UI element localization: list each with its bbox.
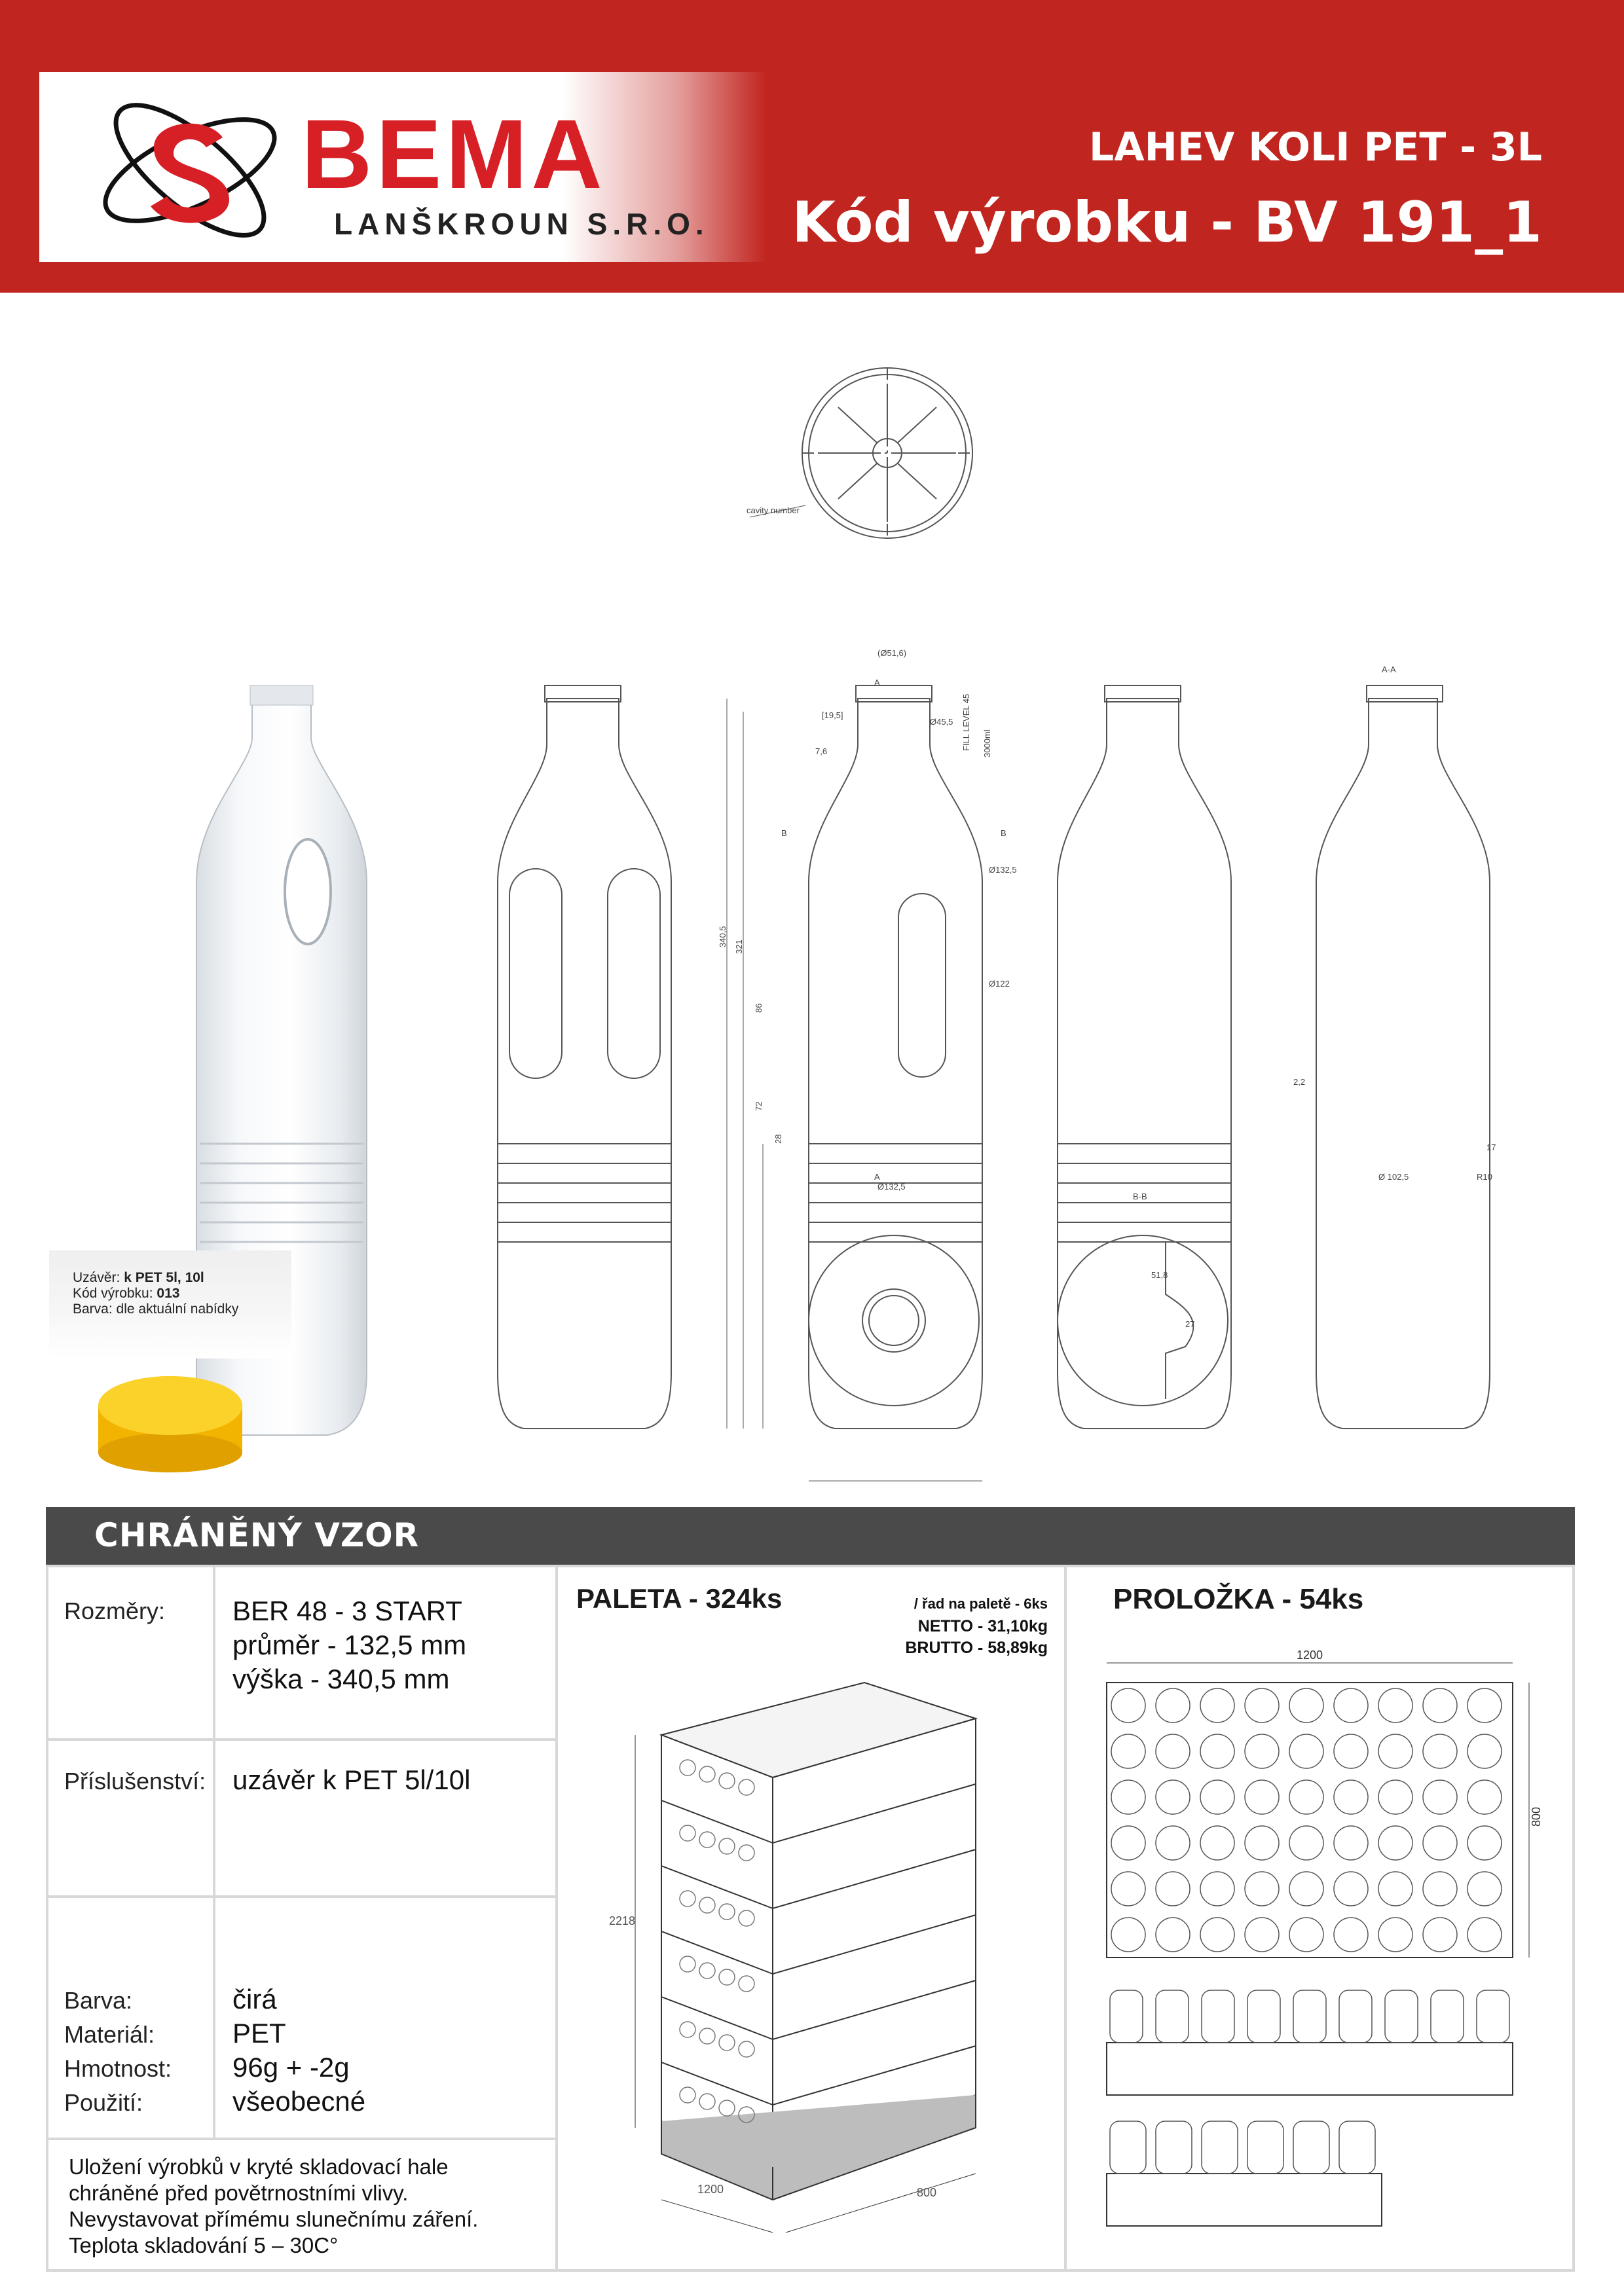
logo-wordmark: BEMA — [301, 99, 606, 209]
dim-51-8: 51,8 — [1151, 1270, 1168, 1280]
mark-a-bottom: A — [874, 1172, 880, 1182]
dims-line-3: výška - 340,5 mm — [232, 1664, 450, 1694]
dim-fill-level: FILL LEVEL 45 — [961, 693, 971, 751]
closure-value: k PET 5l, 10l — [124, 1270, 204, 1285]
storage-note-1: Uložení výrobků v kryté skladovací hale — [69, 2155, 449, 2179]
header-banner — [0, 0, 1624, 293]
dim-132-5: Ø132,5 — [989, 865, 1017, 875]
prop-label-usage: Použití: — [64, 2089, 143, 2116]
dim-72: 72 — [754, 1101, 764, 1111]
dim-27: 27 — [1185, 1319, 1195, 1329]
dim-102-5: Ø 102,5 — [1378, 1172, 1409, 1182]
layer-title: PROLOŽKA - 54ks — [1113, 1583, 1364, 1615]
dim-28: 28 — [773, 1134, 783, 1144]
layer-width: 1200 — [1297, 1650, 1323, 1662]
prop-label-weight: Hmotnost: — [64, 2055, 172, 2082]
dim-51-6: (Ø51,6) — [877, 648, 907, 658]
accessory-label: Příslušenství: — [64, 1768, 206, 1795]
layer-depth: 800 — [1530, 1806, 1543, 1827]
dim-86: 86 — [754, 1003, 764, 1013]
cavity-label: cavity number — [747, 505, 800, 515]
product-title: LAHEV KOLI PET - 3L — [1089, 124, 1542, 170]
bottom-view — [809, 1235, 979, 1406]
prop-value-material: PET — [232, 2018, 286, 2049]
cap-info-panel — [49, 1250, 291, 1358]
cap-code-label: Kód výrobku: — [73, 1286, 153, 1301]
mark-b-right: B — [1001, 828, 1006, 838]
dims-label: Rozměry: — [64, 1597, 166, 1624]
cap-color-label: Barva: — [73, 1302, 113, 1317]
protected-design-title: CHRÁNĚNÝ VZOR — [94, 1516, 420, 1554]
pallet-title: PALETA - 324ks — [576, 1583, 783, 1614]
back-view — [1058, 685, 1231, 1429]
accessory-value: uzávěr k PET 5l/10l — [232, 1764, 471, 1795]
product-code: Kód výrobku - BV 191_1 — [792, 190, 1542, 255]
dim-7-6: 7,6 — [815, 746, 828, 756]
section-aa-label: A-A — [1382, 665, 1396, 674]
table-divider-label — [213, 1567, 215, 2140]
prop-value-usage: všeobecné — [232, 2086, 366, 2117]
table-divider-2 — [1064, 1565, 1067, 2272]
pallet-width: 1200 — [697, 2183, 724, 2196]
dim-45-5: Ø45,5 — [930, 717, 953, 727]
storage-note-4: Teplota skladování 5 – 30C° — [69, 2233, 339, 2257]
dims-line-1: BER 48 - 3 START — [232, 1595, 462, 1626]
prop-label-material: Materiál: — [64, 2021, 155, 2048]
dim-19-5: [19,5] — [822, 710, 843, 720]
protected-design-band — [46, 1507, 1575, 1565]
dims-line-2: průměr - 132,5 mm — [232, 1630, 467, 1660]
pallet-drawing — [576, 1669, 1048, 2259]
pallet-height: 2218 — [609, 1914, 636, 1927]
prop-label-color: Barva: — [64, 1987, 133, 2014]
dimensioned-view — [727, 685, 982, 1481]
logo-panel — [39, 72, 766, 262]
table-row-divider-2 — [48, 1895, 555, 1898]
dim-122: Ø122 — [989, 979, 1010, 989]
pallet-netto: NETTO - 31,10kg — [917, 1617, 1048, 1635]
prop-value-weight: 96g + -2g — [232, 2052, 350, 2083]
closure-label: Uzávěr: — [73, 1270, 120, 1285]
cap-color-value: dle aktuální nabídky — [116, 1302, 239, 1317]
dim-r10: R10 — [1477, 1172, 1492, 1182]
dim-17: 17 — [1486, 1142, 1496, 1152]
dim-132-5-bottom: Ø132,5 — [877, 1182, 906, 1192]
prop-value-color: čirá — [232, 1984, 277, 2014]
top-view — [802, 368, 972, 538]
dim-321: 321 — [734, 939, 744, 954]
section-bb-view — [1058, 1235, 1228, 1406]
table-row-divider-1 — [48, 1738, 555, 1741]
table-row-divider-3 — [48, 2138, 555, 2140]
front-view — [498, 685, 671, 1429]
logo-subtitle: LANŠKROUN S.R.O. — [334, 207, 709, 241]
pallet-per-row: / řad na paletě - 6ks — [913, 1595, 1048, 1612]
dim-volume: 3000ml — [982, 729, 992, 757]
dim-wall: 2,2 — [1293, 1077, 1306, 1087]
pallet-brutto: BRUTTO - 58,89kg — [905, 1639, 1048, 1657]
mark-b-left: B — [781, 828, 787, 838]
mark-a-top: A — [874, 678, 880, 687]
section-aa-view — [1316, 685, 1490, 1429]
cap-code-value: 013 — [157, 1286, 180, 1301]
cap-photo — [98, 1376, 242, 1472]
bema-logo-icon — [92, 85, 288, 255]
layer-drawing — [1100, 1650, 1559, 2265]
storage-note-3: Nevystavovat přímému slunečnímu záření. — [69, 2207, 479, 2231]
pallet-depth: 800 — [917, 2186, 937, 2199]
section-bb-label: B-B — [1133, 1192, 1147, 1201]
table-divider-1 — [555, 1565, 558, 2272]
dim-340-5: 340,5 — [718, 926, 728, 947]
storage-note-2: chráněné před povětrnostními vlivy. — [69, 2181, 409, 2205]
